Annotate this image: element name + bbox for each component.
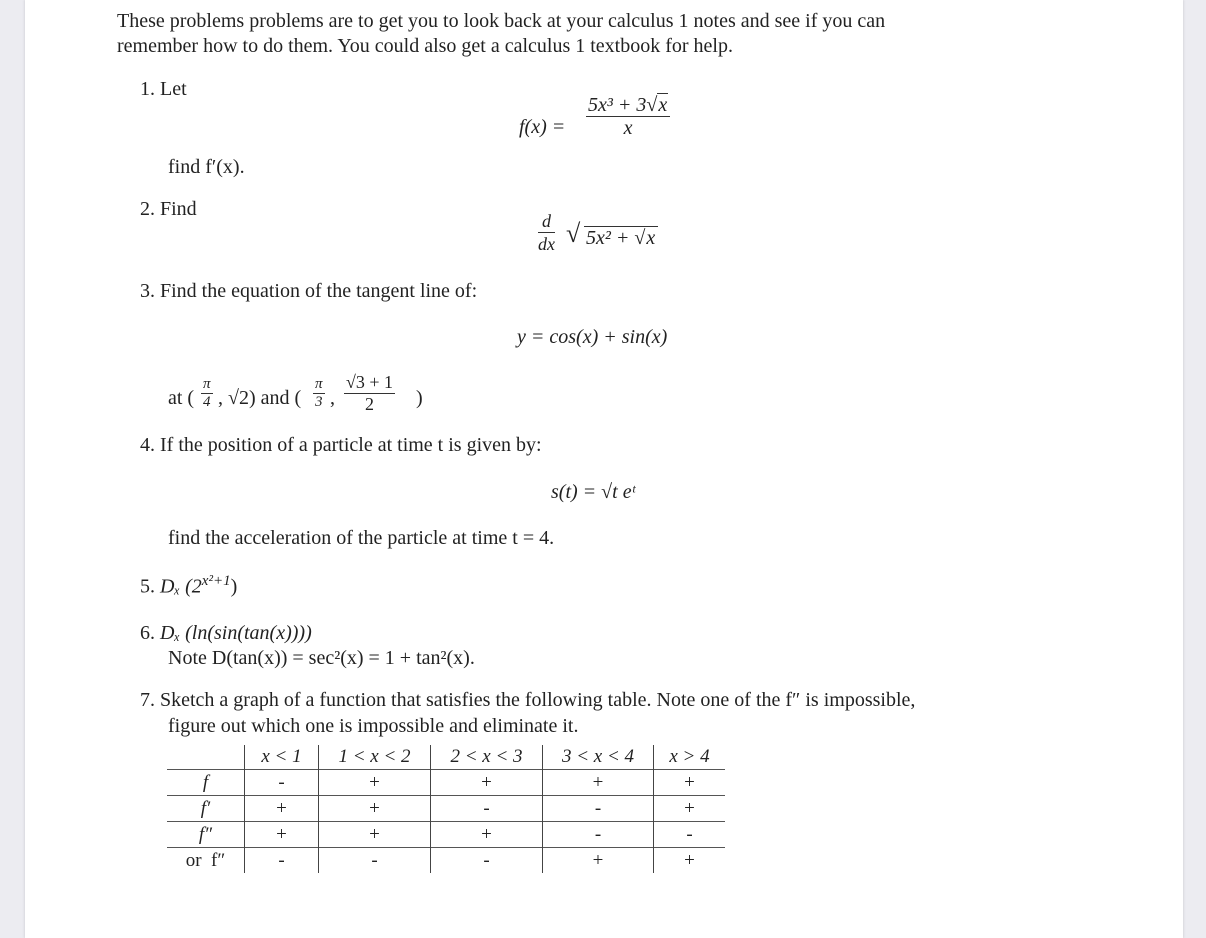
problem-text: Sketch a graph of a function that satisfies the following table. Note one of the f″ is impossible, <box>160 689 916 711</box>
dx: dx <box>538 234 555 254</box>
table-cell: - <box>543 796 654 822</box>
table-row <box>167 770 725 796</box>
p6-note: Note D(tan(x)) = sec²(x) = 1 + tan²(x). <box>168 647 475 669</box>
table-header-row <box>167 745 725 770</box>
p4-equation: s(t) = √t eᵗ <box>551 481 635 503</box>
p1-numerator: 5x³ + 3√x <box>588 94 668 116</box>
p2-radicand: 5x² + √x <box>584 226 658 249</box>
problem-5 <box>140 569 237 599</box>
row-label: or f″ <box>167 848 245 874</box>
problem-4 <box>140 433 542 457</box>
p5-exponent: x²+1 <box>201 573 231 589</box>
problem-1 <box>140 77 187 101</box>
pi: π <box>315 376 323 392</box>
p5-expr: Dₓ (2 <box>160 575 202 598</box>
p1-lhs: f(x) = <box>519 116 566 138</box>
p1-num-sqrt: x <box>658 94 668 116</box>
table-row <box>167 822 725 848</box>
row-label: f <box>167 770 245 796</box>
intro-line-1: These problems problems are to get you to look back at your calculus 1 notes and see if you can <box>117 10 886 32</box>
table-cell: - <box>245 848 319 874</box>
table-cell: - <box>245 770 319 796</box>
table-cell: + <box>654 848 726 874</box>
table-header: 1 < x < 2 <box>319 745 431 770</box>
p3-at-text: at ( <box>168 387 195 409</box>
p1-tail: find f′(x). <box>168 156 245 178</box>
denominator: 2 <box>365 394 375 414</box>
problem-text: Find the equation of the tangent line of: <box>160 280 478 302</box>
p7-line-2: figure out which one is impossible and eliminate it. <box>168 715 579 737</box>
table-cell: + <box>319 770 431 796</box>
p3-sqrt2-and: , √2) and ( <box>218 387 302 409</box>
p1-num-expr: 5x³ + 3 <box>588 94 647 116</box>
intro-line-2: remember how to do them. You could also get a calculus 1 textbook for help. <box>117 35 733 57</box>
problem-text: Find <box>160 198 197 220</box>
table-cell: + <box>245 822 319 848</box>
problem-number: 1. <box>140 78 155 100</box>
radical-sign: √ <box>566 219 581 248</box>
p5-close: ) <box>230 575 238 598</box>
problem-text: Let <box>160 78 187 100</box>
close-paren: ) <box>416 387 423 409</box>
problem-number: 3. <box>140 280 155 302</box>
sqrt3-plus-1-over-2 <box>344 372 395 415</box>
row-label: f′ <box>167 796 245 822</box>
table-cell: - <box>319 848 431 874</box>
d: d <box>542 211 551 231</box>
p4-tail: find the acceleration of the particle at time t = 4. <box>168 527 555 549</box>
problem-number: 4. <box>140 434 155 456</box>
table-cell: + <box>319 796 431 822</box>
four: 4 <box>203 394 211 410</box>
problem-number: 5. <box>140 575 155 598</box>
inner-sqrt: x <box>646 227 656 249</box>
table-header <box>167 745 245 770</box>
table-cell: + <box>319 822 431 848</box>
table-header: x < 1 <box>245 745 319 770</box>
pi-over-4 <box>201 376 213 411</box>
table-cell: + <box>245 796 319 822</box>
table-cell: - <box>543 822 654 848</box>
p3-equation: y = cos(x) + sin(x) <box>517 326 668 348</box>
comma: , <box>330 387 335 409</box>
p2-derivative-operator <box>538 210 555 255</box>
problem-2 <box>140 197 197 221</box>
table-cell: - <box>431 796 543 822</box>
radicand-expr: 5x² + <box>586 227 635 249</box>
p1-fraction <box>586 94 670 139</box>
problem-3 <box>140 279 477 303</box>
table-cell: + <box>654 770 726 796</box>
problem-text: If the position of a particle at time t is given by: <box>160 434 542 456</box>
problem-number: 6. <box>140 622 155 644</box>
pi-over-3 <box>313 376 325 411</box>
table-cell: + <box>654 796 726 822</box>
p6-expr: Dₓ (ln(sin(tan(x)))) <box>160 622 312 644</box>
numerator: √3 + 1 <box>346 372 394 392</box>
row-label: f″ <box>167 822 245 848</box>
table-cell: + <box>431 770 543 796</box>
table-cell: + <box>543 848 654 874</box>
table-header: 2 < x < 3 <box>431 745 543 770</box>
pi: π <box>203 376 211 392</box>
problem-number: 2. <box>140 198 155 220</box>
three: 3 <box>315 394 323 410</box>
sign-table <box>167 745 725 873</box>
table-cell: + <box>431 822 543 848</box>
problem-7 <box>140 688 915 712</box>
problem-number: 7. <box>140 689 155 711</box>
table-row <box>167 848 725 874</box>
table-row <box>167 796 725 822</box>
table-cell: - <box>654 822 726 848</box>
table-header: x > 4 <box>654 745 726 770</box>
problem-6 <box>140 621 312 645</box>
p1-denominator: x <box>623 117 633 139</box>
table-cell: + <box>543 770 654 796</box>
table-header: 3 < x < 4 <box>543 745 654 770</box>
table-cell: - <box>431 848 543 874</box>
